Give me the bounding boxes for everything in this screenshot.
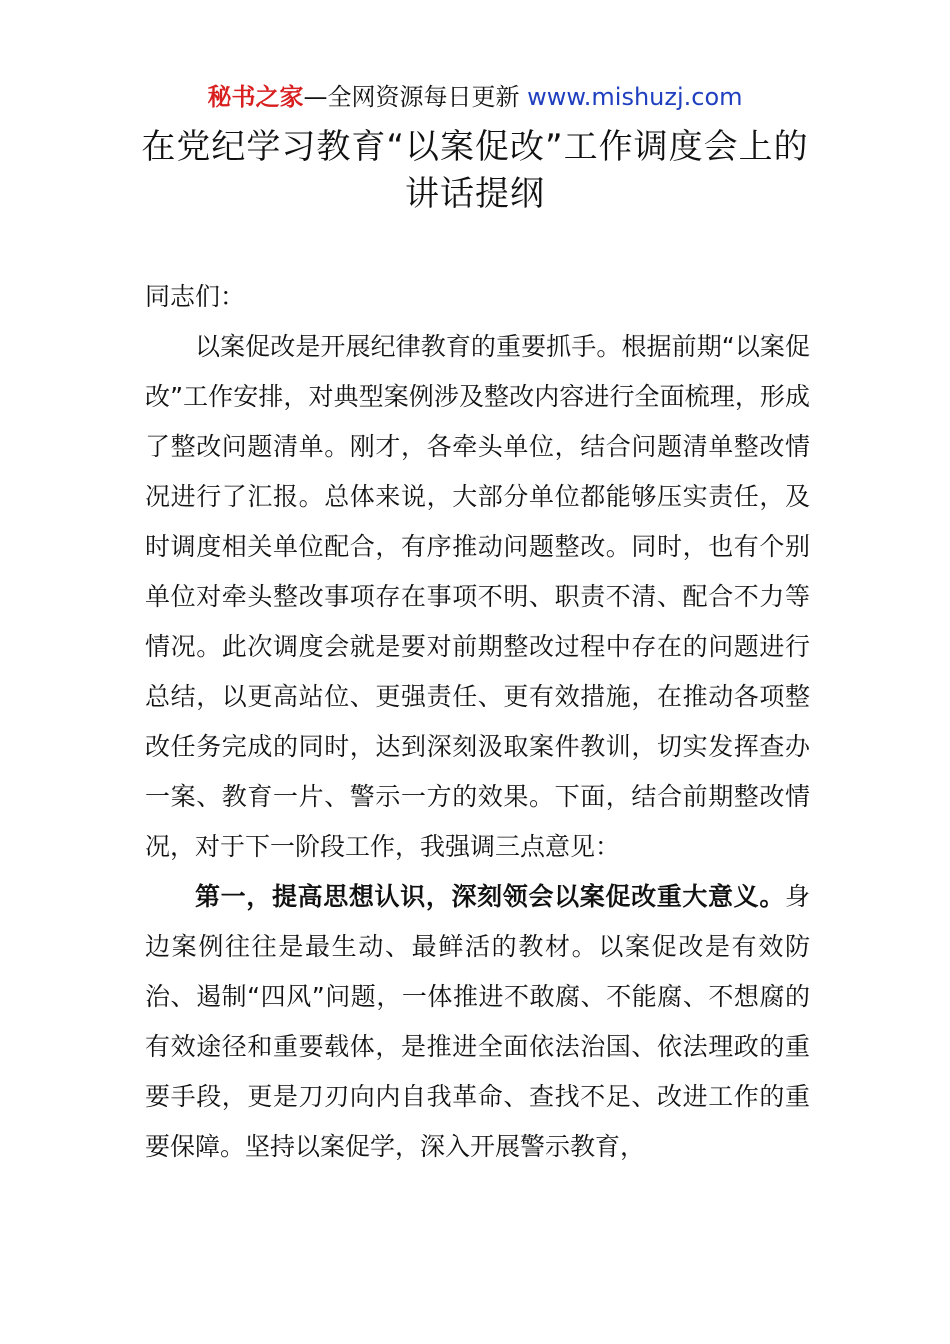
paragraph-intro: 以案促改是开展纪律教育的重要抓手。根据前期“以案促改”工作安排，对典型案例涉及整改内容进行全面梳理，形成了整改问题清单。刚才，各牵头单位，结合问题清单整改情况进行了汇报。总体来说，大部分单位都能够压实责任，及时调度相关单位配合，有序推动问题整改。同时，也有个别单位对牵头整改事项存在事项不明、职责不清、配合不力等情况。此次调度会就是要对前期整改过程中存在的问题进行总结，以更高站位、更强责任、更有效措施，在推动各项整改任务完成的同时，达到深刻汲取案件教训，切实发挥查办一案、教育一片、警示一方的效果。下面，结合前期整改情况，对于下一阶段工作，我强调三点意见： xyxy=(145,332,810,861)
salutation: 同志们： xyxy=(145,282,246,311)
document-title: 在党纪学习教育“以案促改”工作调度会上的讲话提纲 xyxy=(141,127,809,214)
document-body xyxy=(145,272,810,1172)
point-one-text: 身边案例往往是最生动、最鲜活的教材。以案促改是有效防治、遏制“四风”问题，一体推进不敢腐、不能腐、不想腐的有效途径和重要载体，是推进全面依法治国、依法理政的重要手段，更是刀刃向内自我革命、查找不足、改进工作的重要保障。坚持以案促学，深入开展警示教育， xyxy=(145,882,810,1161)
site-brand: 秘书之家 xyxy=(207,83,304,111)
site-header xyxy=(0,80,950,114)
paragraph-point-one xyxy=(145,872,810,1172)
site-url-link[interactable]: www.mishuzj.com xyxy=(527,83,743,111)
site-tagline: —全网资源每日更新 xyxy=(303,83,528,111)
point-one-heading: 第一，提高思想认识，深刻领会以案促改重大意义。 xyxy=(195,882,785,911)
